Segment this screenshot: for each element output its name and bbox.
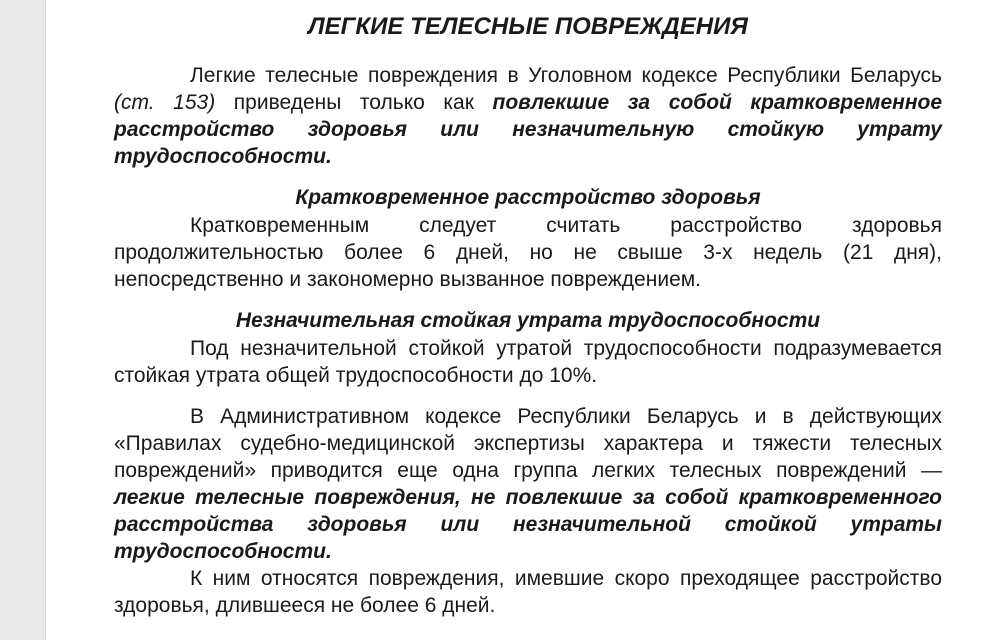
page-content <box>114 10 942 619</box>
section-heading-minor-disability: Незначительная стойкая утрата трудоспособности <box>235 309 821 332</box>
document-page <box>46 0 1000 640</box>
intro-text-middle: приведены только как <box>215 91 493 114</box>
administrative-code-emphasis: легкие телесные повреждения, не повлекшие за собой кратковременного расстройства здоровья или незначительной стойкой утраты трудоспособности. <box>114 486 942 563</box>
section-paragraph-minor-disability: Под незначительной стойкой утратой трудоспособности подразумевается стойкая утрата общей трудоспособности до 10%. <box>114 337 942 387</box>
administrative-code-text: В Административном кодексе Республики Беларусь и в действующих «Правилах судебно-медицинской экспертизы характера и тяжести телесных повреждений» приводится еще одна группа легких телесных повреждений — <box>114 405 942 482</box>
intro-text-start: Легкие телесные повреждения в Уголовном кодексе Республики Беларусь <box>190 64 942 87</box>
page-title: ЛЕГКИЕ ТЕЛЕСНЫЕ ПОВРЕЖДЕНИЯ <box>308 13 748 40</box>
intro-emphasis: повлекшие за собой кратковременное расстройство здоровья или незначительную стойкую утрату трудоспособности. <box>114 91 943 168</box>
section-heading-short-term-disorder: Кратковременное расстройство здоровья <box>295 186 761 209</box>
administrative-code-paragraph <box>114 403 942 565</box>
section-paragraph-short-term-disorder: Кратковременным следует считать расстройство здоровья продолжительностью более 6 дней, но не свыше 3-х недель (21 дня), непосредственно и закономерно вызванное повреждением. <box>114 214 942 291</box>
closing-paragraph: К ним относятся повреждения, имевшие скоро преходящее расстройство здоровья, длившееся не более 6 дней. <box>114 567 942 617</box>
intro-paragraph <box>114 62 942 170</box>
article-reference: (ст. 153) <box>114 91 216 114</box>
